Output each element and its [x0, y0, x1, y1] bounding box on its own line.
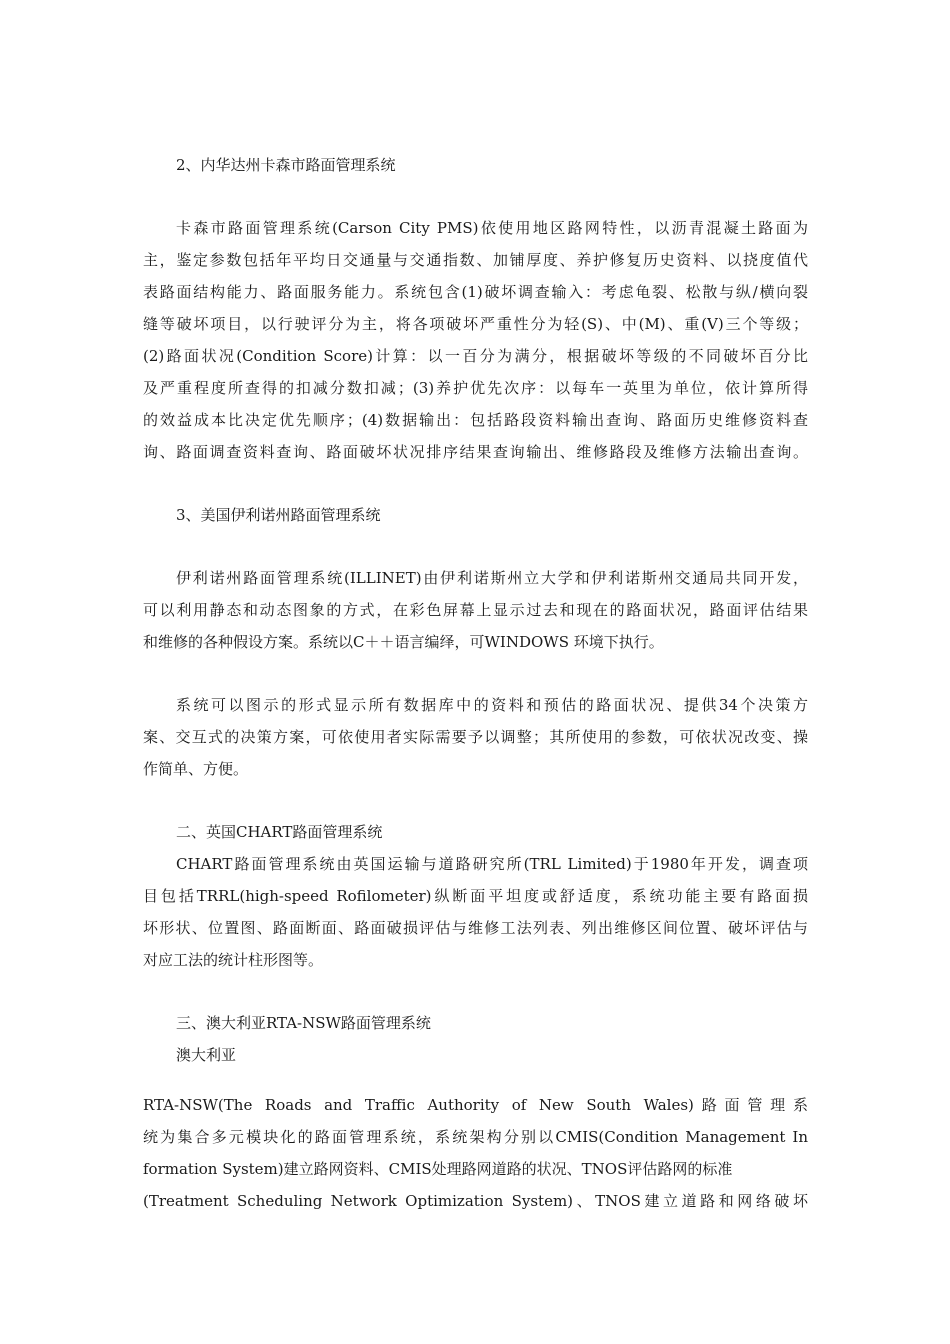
paragraph-line: 系统可以图示的形式显示所有数据库中的资料和预估的路面状况、提供34个决策方 — [176, 696, 808, 714]
paragraph-line: 坏形状、位置图、路面断面、路面破损评估与维修工法列表、列出维修区间位置、破坏评估与 — [143, 919, 808, 937]
paragraph-line: (Treatment Scheduling Network Optimization System)、TNOS建立道路和网络破坏 — [143, 1192, 808, 1210]
section-heading-nevada: 2、内华达州卡森市路面管理系统 — [176, 156, 396, 174]
paragraph-line: 的效益成本比决定优先顺序；(4)数据输出：包括路段资料输出查询、路面历史维修资料查 — [143, 411, 808, 429]
paragraph-line: (2)路面状况(Condition Score)计算：以一百分为满分，根据破坏等级的不同破坏百分比 — [143, 347, 808, 365]
paragraph-line: 和维修的各种假设方案。系统以C＋＋语言编绎，可WINDOWS 环境下执行。 — [143, 633, 664, 651]
paragraph-line: CHART路面管理系统由英国运输与道路研究所(TRL Limited)于1980年开发，调查项 — [176, 855, 808, 873]
paragraph-line: 伊利诺州路面管理系统(ILLINET)由伊利诺斯州立大学和伊利诺斯州交通局共同开发， — [176, 569, 808, 587]
paragraph-line: 及严重程度所查得的扣减分数扣减；(3)养护优先次序：以每车一英里为单位，依计算所得 — [143, 379, 808, 397]
paragraph-line: 统为集合多元模块化的路面管理系统，系统架构分别以CMIS(Condition Management In — [143, 1128, 808, 1146]
paragraph-line: 缝等破坏项目，以行驶评分为主，将各项破坏严重性分为轻(S)、中(M)、重(V)三个等级； — [143, 315, 808, 333]
paragraph-line: 主，鉴定参数包括年平均日交通量与交通指数、加铺厚度、养护修复历史资料、以挠度值代 — [143, 251, 808, 269]
section-heading-australia: 三、澳大利亚RTA-NSW路面管理系统 — [176, 1014, 431, 1032]
paragraph-line: 卡森市路面管理系统(Carson City PMS)依使用地区路网特性，以沥青混凝土路面为 — [176, 219, 808, 237]
paragraph-line: 询、路面调查资料查询、路面破坏状况排序结果查询输出、维修路段及维修方法输出查询。 — [143, 443, 808, 461]
subheading-australia: 澳大利亚 — [176, 1046, 237, 1064]
paragraph-line: 目包括TRRL(high-speed Rofilometer)纵断面平坦度或舒适度，系统功能主要有路面损 — [143, 887, 808, 905]
paragraph-line: 作简单、方便。 — [143, 760, 249, 778]
paragraph-line: 可以利用静态和动态图象的方式，在彩色屏幕上显示过去和现在的路面状况，路面评估结果 — [143, 601, 808, 619]
section-heading-illinois: 3、美国伊利诺州路面管理系统 — [176, 506, 381, 524]
paragraph-line: 案、交互式的决策方案，可依使用者实际需要予以调整；其所使用的参数，可依状况改变、操 — [143, 728, 808, 746]
paragraph-line: 对应工法的统计柱形图等。 — [143, 951, 324, 969]
paragraph-line: formation System)建立路网资料、CMIS处理路网道路的状况、TNOS评估路网的标准 — [143, 1160, 733, 1178]
paragraph-line: RTA-NSW(The Roads and Traffic Authority of New South Wales)路面管理系 — [143, 1096, 808, 1114]
paragraph-line: 表路面结构能力、路面服务能力。系统包含(1)破坏调查输入：考虑龟裂、松散与纵/横向裂 — [143, 283, 808, 301]
section-heading-uk-chart: 二、英国CHART路面管理系统 — [176, 823, 383, 841]
